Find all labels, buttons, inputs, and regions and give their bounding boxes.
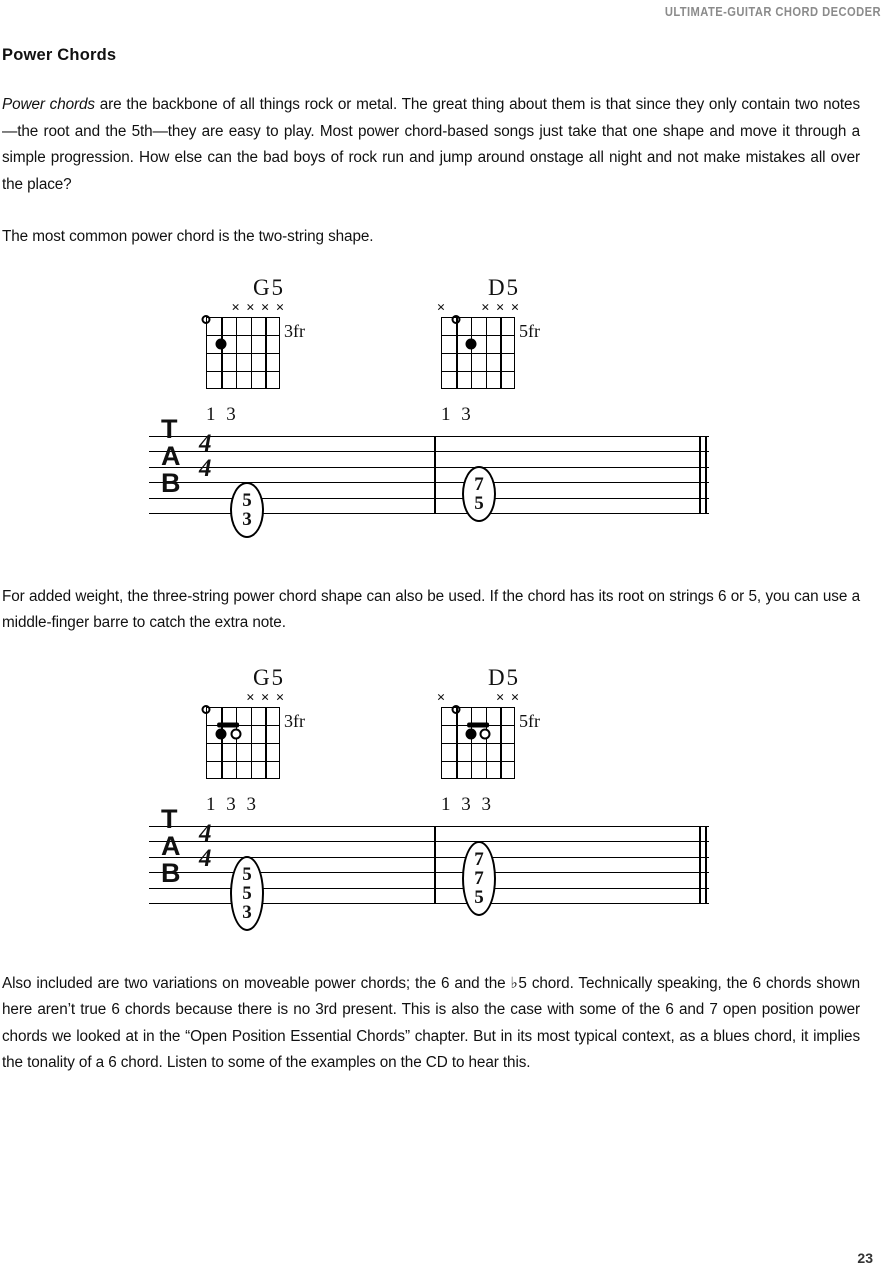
running-header: ULTIMATE-GUITAR CHORD DECODER — [664, 4, 881, 19]
time-signature-digit: 4 — [199, 454, 212, 482]
time-signature-digit: 4 — [199, 844, 212, 872]
fret-position-label: 5fr — [519, 320, 540, 341]
muted-string-x-icon: × — [246, 689, 255, 706]
muted-string-x-icon: × — [436, 299, 446, 316]
muted-string-x-icon: × — [260, 299, 270, 316]
fretboard-grid — [206, 707, 280, 779]
chord-grid-wrapper — [427, 299, 577, 425]
chord-name-label: G5 — [252, 274, 286, 300]
fingering-label: 1 3 3 — [441, 793, 494, 815]
muted-string-x-icon: × — [495, 299, 505, 316]
fingering-label: 1 3 — [441, 403, 474, 425]
tab-string-line — [149, 467, 709, 468]
tab-clef-letter: T — [161, 413, 178, 444]
muted-string-x-icon: × — [436, 689, 446, 706]
fret-line — [442, 743, 514, 745]
tab-chord-stack — [462, 466, 496, 522]
measure-barline — [434, 826, 436, 904]
chord-diagram-g5-two-string — [192, 274, 342, 425]
end-barline-thick — [705, 436, 707, 514]
tab-chord-stack — [230, 482, 264, 538]
time-signature-digit: 4 — [199, 429, 212, 457]
tab-string-line — [149, 826, 709, 827]
tab-fret-number: 7 — [474, 848, 484, 870]
fret-line — [207, 371, 279, 373]
tab-clef — [161, 413, 181, 498]
tab-clef-letter: B — [161, 467, 181, 498]
fingering-label: 1 3 3 — [206, 793, 259, 815]
muted-string-x-icon: × — [275, 299, 285, 316]
tab-clef-letter: B — [161, 857, 181, 888]
chord-grid-wrapper — [192, 299, 342, 425]
fretted-note-dot — [215, 728, 226, 739]
chord-name-label: G5 — [252, 664, 286, 690]
time-signature — [199, 821, 212, 871]
chord-string-markers — [192, 691, 342, 708]
chord-grid-wrapper — [427, 689, 577, 815]
tab-chord-stack — [462, 841, 496, 916]
fretted-note-dot — [465, 338, 476, 349]
time-signature — [199, 431, 212, 481]
chord-diagram-row-three-string — [2, 664, 860, 815]
fretted-note-dot — [215, 338, 226, 349]
end-barline-thick — [705, 826, 707, 904]
tab-fret-number: 3 — [242, 508, 252, 530]
fretted-note-dot-open — [480, 728, 491, 739]
fret-position-label: 5fr — [519, 710, 540, 731]
paragraph-variations: Also included are two variations on moveable power chords; the 6 and the ♭5 chord. Technically speaking, the 6 chords shown here aren’t true 6 chords because there is no 3rd present. This is also the case with some of the 6 and 7 open position power chords we looked at in the “Open Position Essential Chords” chapter. But in its most typical context, as a blues chord, it implies the tonality of a 6 chord. Listen to some of the examples on the CD to hear this. — [2, 974, 860, 1071]
muted-string-x-icon: × — [510, 299, 520, 316]
chord-string-markers — [192, 301, 342, 318]
tab-fret-number: 5 — [474, 493, 484, 514]
tab-clef-letter: A — [161, 830, 181, 861]
tab-string-line — [149, 436, 709, 437]
fret-line — [207, 335, 279, 337]
tab-fret-number: 5 — [242, 864, 252, 885]
paragraph-three-string-intro: For added weight, the three-string power chord shape can also be used. If the chord has its root on strings 6 or 5, you can use a middle-finger barre to catch the extra note. — [2, 587, 860, 631]
page-title: Power Chords — [2, 46, 117, 64]
tab-chord-stack — [230, 856, 264, 931]
chord-name-label: D5 — [487, 664, 521, 690]
tab-fret-number: 7 — [474, 867, 484, 889]
tab-clef-letter: T — [161, 803, 178, 834]
end-barline-thin — [699, 826, 701, 904]
tab-string-line — [149, 857, 709, 858]
fretboard-grid — [441, 317, 515, 389]
tab-fret-number: 7 — [474, 474, 484, 495]
tab-fret-number: 5 — [242, 489, 252, 511]
fingering-label: 1 3 — [206, 403, 239, 425]
chord-name-label: D5 — [487, 274, 521, 300]
tab-fret-number: 5 — [242, 883, 252, 904]
muted-string-x-icon: × — [510, 689, 520, 706]
tab-staff-two-string — [149, 413, 709, 530]
fretboard-grid — [206, 317, 280, 389]
muted-string-x-icon: × — [495, 689, 505, 706]
tab-string-line — [149, 482, 709, 483]
fret-line — [442, 761, 514, 763]
chord-diagram-row-two-string — [2, 274, 860, 425]
fretted-note-dot — [465, 728, 476, 739]
fret-line — [442, 353, 514, 355]
time-signature-digit: 4 — [199, 819, 212, 847]
chord-diagram-g5-three-string — [192, 664, 342, 815]
muted-string-x-icon: × — [260, 689, 270, 706]
page-number: 23 — [857, 1250, 873, 1266]
tab-string-line — [149, 841, 709, 842]
paragraph-two-string-intro: The most common power chord is the two-string shape. — [2, 228, 374, 245]
tab-clef — [161, 803, 181, 888]
measure-barline — [434, 436, 436, 514]
paragraph-intro — [2, 92, 860, 198]
end-barline-thin — [699, 436, 701, 514]
tab-clef-letter: A — [161, 440, 181, 471]
chord-string-markers — [427, 301, 577, 318]
tab-staff-three-string — [149, 803, 709, 923]
fret-line — [442, 371, 514, 373]
chord-string-markers — [427, 691, 577, 708]
tab-fret-number: 3 — [242, 902, 252, 923]
muted-string-x-icon: × — [275, 689, 285, 706]
tab-string-line — [149, 451, 709, 452]
fretboard-grid — [441, 707, 515, 779]
barre-indicator — [217, 722, 239, 727]
barre-indicator — [467, 722, 489, 727]
fret-line — [207, 353, 279, 355]
fret-line — [207, 743, 279, 745]
chord-diagram-d5-three-string — [427, 664, 577, 815]
tab-fret-number: 5 — [474, 886, 484, 908]
chord-diagram-d5-two-string — [427, 274, 577, 425]
fret-line — [207, 761, 279, 763]
fretted-note-dot-open — [230, 728, 241, 739]
chord-grid-wrapper — [192, 689, 342, 815]
paragraph-intro-rest: are the backbone of all things rock or metal. The great thing about them is that since they only contain two notes—the root and the 5th—they are easy to play. Most power chord-based songs just take that one shape and move it through a simple progression. How else can the bad boys of rock run and jump around onstage all night and not make mistakes all over the place? — [2, 96, 860, 193]
fret-position-label: 3fr — [284, 320, 305, 341]
fret-position-label: 3fr — [284, 710, 305, 731]
muted-string-x-icon: × — [246, 299, 255, 316]
paragraph-intro-lead: Power chords — [2, 96, 95, 113]
fret-line — [442, 335, 514, 337]
muted-string-x-icon: × — [481, 299, 490, 316]
muted-string-x-icon: × — [231, 299, 240, 316]
